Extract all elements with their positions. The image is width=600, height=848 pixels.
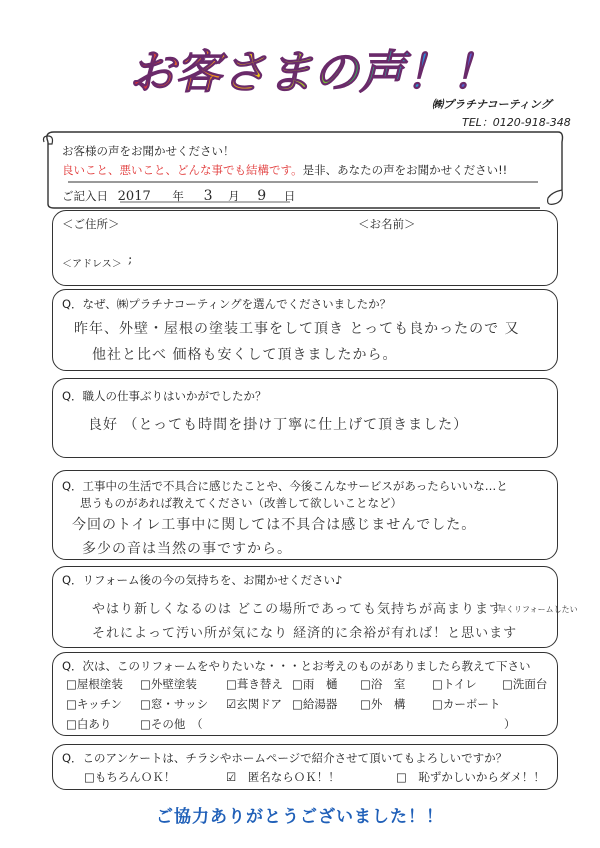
customer-info-box: [52, 210, 558, 286]
date-day-unit: 日: [283, 189, 296, 203]
question-3-line-2: 思うものがあれば教えてください（改善して欲しいことなど）: [80, 496, 402, 510]
date-month-unit: 月: [228, 189, 240, 203]
answer-2: 良好 （とっても時間を掛け丁寧に仕上げて頂きました）: [88, 417, 469, 433]
name-label: ＜お名前＞: [358, 217, 416, 231]
option-water-heater[interactable]: □給湯器: [292, 697, 338, 711]
option-carport[interactable]: □カーポート: [432, 697, 501, 711]
question-3-line-1: Q．工事中の生活で不具合に感じたことや、今後こんなサービスがあったらいいな…と: [62, 479, 508, 493]
option-bathroom[interactable]: □浴 室: [360, 677, 406, 691]
thanks-message: ご協力ありがとうございました！！: [156, 807, 444, 827]
date-year: 2017: [117, 189, 151, 204]
date-label: ご記入日: [62, 189, 108, 203]
question-4: Q．リフォーム後の今の気持ちを、お聞かせください♪: [62, 573, 343, 587]
email-value: ;: [128, 252, 134, 267]
option-reroofing[interactable]: □葺き替え: [226, 677, 283, 691]
question-5: Q．次は、このリフォームをやりたいな・・・とお考えのものがありましたら教えて下さい: [62, 659, 531, 673]
option-entrance-door[interactable]: ☑玄関ドア: [226, 697, 282, 711]
page-title: お客さまの声！！: [129, 45, 497, 99]
option-gutter[interactable]: □雨 樋: [292, 677, 338, 691]
option-window-sash[interactable]: □窓・サッシ: [140, 697, 209, 711]
company-name: ㈱プラチナコーティング: [432, 98, 552, 111]
date-row: [62, 188, 295, 204]
option-termites[interactable]: □白あり: [66, 717, 112, 731]
option-ok[interactable]: □もちろんＯＫ！: [84, 770, 176, 784]
answer-3-line-1: 今回のトイレ工事中に関しては不具合は感じませんでした。: [72, 517, 477, 533]
option-roof-painting[interactable]: □屋根塗装: [66, 677, 123, 691]
telephone-number: TEL：0120-918-348: [462, 116, 571, 129]
option-exterior[interactable]: □外 構: [360, 697, 406, 711]
intro-line-2-rest: 是非、あなたの声をお聞かせください!!: [302, 163, 508, 177]
answer-4-line-2: それによって汚い所が気になり 経済的に余裕が有れば！と思います: [92, 626, 518, 641]
answer-3-line-2: 多少の音は当然の事ですから。: [82, 541, 292, 557]
question-2: Q．職人の仕事ぶりはいかがでしたか？: [62, 389, 267, 403]
option-other[interactable]: □その他 （: [140, 717, 203, 731]
option-decline[interactable]: □ 恥ずかしいからダメ！！: [396, 770, 545, 784]
answer-1-line-2: 他社と比べ 価格も安くして頂きましたから。: [92, 347, 398, 363]
option-wall-painting[interactable]: □外壁塗装: [140, 677, 197, 691]
answer-4-line-1: やはり新しくなるのは どこの場所であっても気持ちが高まります: [92, 602, 504, 617]
question-1: Q．なぜ、㈱プラチナコーティングを選んでくださいましたか？: [62, 297, 392, 311]
question-6: Q．このアンケートは、チラシやホームページで紹介させて頂いてもよろしいですか？: [62, 751, 508, 765]
option-kitchen[interactable]: □キッチン: [66, 697, 123, 711]
page-title-graphic: [128, 38, 498, 102]
option-other-close: ）: [504, 717, 516, 731]
intro-line-2-red: 良いこと、悪いこと、どんな事でも結構です。: [62, 163, 303, 177]
answer-4-note: 早くリフォームしたい: [498, 605, 578, 614]
date-year-unit: 年: [172, 189, 184, 203]
date-day: 9: [257, 188, 267, 204]
option-anonymous-ok[interactable]: ☑ 匿名ならＯＫ！！: [226, 770, 340, 784]
address-label: ＜ご住所＞: [62, 217, 120, 231]
option-toilet[interactable]: □トイレ: [432, 677, 477, 691]
email-label: ＜アドレス＞: [62, 259, 122, 270]
option-washbasin[interactable]: □洗面台: [502, 677, 548, 691]
intro-line-2: [62, 162, 507, 178]
answer-1-line-1: 昨年、外壁・屋根の塗装工事をして頂き とっても良かったので 又: [74, 321, 520, 337]
intro-line-1: お客様の声をお聞かせください！: [62, 144, 235, 158]
date-month: 3: [203, 188, 213, 204]
